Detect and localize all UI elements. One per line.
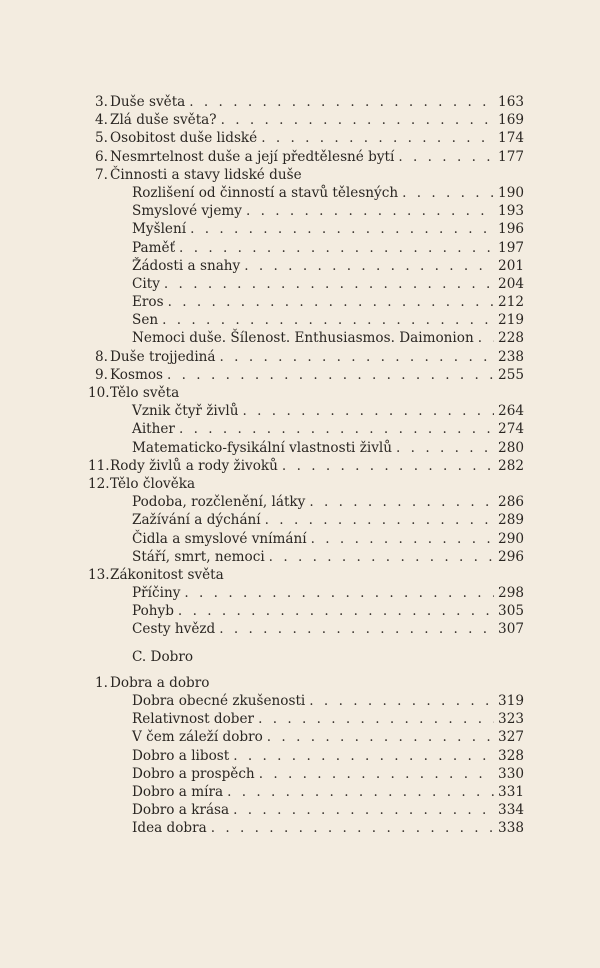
page-number: 201	[498, 257, 524, 274]
entry-title: Podoba, rozčlenění, látky	[132, 494, 306, 511]
entry-title: Myšlení	[132, 221, 187, 238]
page-number: 296	[498, 548, 524, 565]
toc-entry	[88, 620, 524, 638]
page-number: 280	[498, 439, 524, 456]
entry-title: Dobro a krása	[132, 802, 230, 819]
toc-entry	[88, 511, 524, 529]
dot-leader	[184, 584, 494, 602]
page-number: 255	[498, 366, 524, 383]
entry-title: Matematicko-fysikální vlastnosti živlů	[132, 439, 393, 456]
section-heading-text: C. Dobro	[132, 648, 194, 665]
entry-title: Čidla a smyslové vnímání	[132, 530, 307, 547]
dot-leader	[396, 439, 494, 457]
toc-entry	[88, 111, 524, 129]
entry-title: Paměť	[132, 239, 176, 256]
entry-number: 4.	[95, 112, 108, 129]
page-number: 334	[498, 802, 524, 819]
toc-entry	[88, 801, 524, 819]
page-number: 289	[498, 512, 524, 529]
entry-title: Nesmrtelnost duše a její předtělesné bytí	[110, 148, 395, 165]
dot-leader	[164, 275, 494, 293]
entry-title: Zlá duše světa?	[110, 112, 217, 129]
entry-number: 1.	[95, 674, 108, 691]
entry-title: Kosmos	[110, 366, 164, 383]
toc-entry	[88, 710, 524, 728]
toc-entry	[88, 220, 524, 238]
entry-title: Rozlišení od činností a stavů tělesných	[132, 184, 399, 201]
dot-leader	[311, 530, 494, 548]
entry-number: 9.	[95, 366, 108, 383]
entry-number: 12.	[88, 475, 110, 492]
dot-leader	[233, 801, 494, 819]
entry-title: Sen	[132, 312, 159, 329]
page-number: 204	[498, 275, 524, 292]
dot-leader	[211, 819, 494, 837]
entry-number: 7.	[95, 166, 108, 183]
page-number: 319	[498, 693, 524, 709]
entry-title: Dobro a libost	[132, 747, 230, 764]
page-number: 177	[498, 148, 524, 165]
entry-title: Dobro a míra	[132, 783, 224, 800]
toc-entry	[88, 602, 524, 620]
page-number: 197	[498, 239, 524, 256]
entry-number: 5.	[95, 130, 108, 147]
dot-leader	[243, 402, 495, 420]
toc-entry	[88, 530, 524, 548]
entry-title: Rody živlů a rody živoků	[110, 457, 278, 474]
entry-title: Vznik čtyř živlů	[132, 403, 239, 420]
dot-leader	[478, 329, 494, 347]
entry-title: Tělo člověka	[110, 475, 196, 492]
entry-title: Relativnost dober	[132, 711, 255, 728]
dot-leader	[265, 511, 494, 529]
dot-leader	[309, 692, 494, 710]
entry-title: City	[132, 275, 160, 292]
entry-number: 3.	[95, 94, 108, 110]
toc-entry	[88, 166, 524, 184]
page-number: 228	[498, 330, 524, 347]
page-number: 327	[498, 729, 524, 746]
toc-entry	[88, 293, 524, 311]
entry-title: V čem záleží dobro	[132, 729, 263, 746]
dot-leader	[162, 311, 494, 329]
page-number: 238	[498, 348, 524, 365]
toc-entry	[88, 783, 524, 801]
dot-leader	[168, 293, 494, 311]
toc-entry	[88, 311, 524, 329]
dot-leader	[220, 348, 495, 366]
page-number: 169	[498, 112, 524, 129]
dot-leader	[167, 366, 494, 384]
page-number: 298	[498, 585, 524, 602]
toc-entry	[88, 493, 524, 511]
toc-entry	[88, 329, 524, 347]
toc-entry	[88, 548, 524, 566]
page-number: 305	[498, 603, 524, 620]
page-number: 264	[498, 403, 524, 420]
entry-title: Příčiny	[132, 585, 181, 602]
dot-leader	[258, 710, 494, 728]
toc-entry	[88, 202, 524, 220]
toc-entry	[88, 257, 524, 275]
page-number: 219	[498, 312, 524, 329]
page-number: 328	[498, 747, 524, 764]
dot-leader	[259, 765, 494, 783]
dot-leader	[402, 184, 494, 202]
dot-leader	[233, 747, 494, 765]
entry-title: Aither	[132, 421, 175, 438]
entry-title: Idea dobra	[132, 820, 207, 837]
toc-entry	[88, 93, 524, 111]
page-number: 307	[498, 621, 524, 638]
entry-title: Tělo světa	[110, 385, 180, 401]
page-number: 274	[498, 421, 524, 438]
page-number: 174	[498, 130, 524, 147]
page-number: 286	[498, 494, 524, 511]
dot-leader	[398, 148, 494, 166]
entry-number: 6.	[95, 148, 108, 165]
entry-title: Stáří, smrt, nemoci	[132, 548, 265, 565]
page-number: 196	[498, 221, 524, 238]
dot-leader	[189, 93, 494, 111]
toc-entry	[88, 457, 524, 475]
page-number: 330	[498, 765, 524, 782]
toc-entry	[88, 402, 524, 420]
entry-title: Eros	[132, 294, 164, 311]
dot-leader	[309, 493, 494, 511]
toc-entry	[88, 439, 524, 457]
toc-entry	[88, 384, 524, 402]
page-number: 290	[498, 530, 524, 547]
dot-leader	[221, 111, 494, 129]
toc-entry	[88, 674, 524, 692]
toc-entry	[88, 765, 524, 783]
toc-entry	[88, 184, 524, 202]
entry-title: Duše trojjediná	[110, 348, 216, 365]
entry-title: Činnosti a stavy lidské duše	[110, 166, 302, 183]
entry-title: Dobra a dobro	[110, 674, 210, 691]
page-number: 331	[498, 783, 524, 800]
dot-leader	[179, 420, 494, 438]
toc-entry	[88, 584, 524, 602]
entry-title: Osobitost duše lidské	[110, 130, 258, 147]
entry-title: Žádosti a snahy	[132, 257, 241, 274]
dot-leader	[179, 239, 494, 257]
toc-entry	[88, 420, 524, 438]
toc-entry	[88, 275, 524, 293]
entry-number: 8.	[95, 348, 108, 365]
dot-leader	[282, 457, 494, 475]
table-of-contents	[88, 93, 524, 838]
entry-title: Dobra obecné zkušenosti	[132, 693, 306, 709]
section-heading	[88, 648, 524, 666]
entry-title: Smyslové vjemy	[132, 203, 242, 220]
entry-title: Cesty hvězd	[132, 621, 216, 638]
dot-leader	[178, 602, 494, 620]
entry-number: 13.	[88, 566, 110, 583]
dot-leader	[227, 783, 494, 801]
dot-leader	[269, 548, 494, 566]
dot-leader	[246, 202, 494, 220]
dot-leader	[244, 257, 494, 275]
toc-entry	[88, 747, 524, 765]
toc-entry	[88, 819, 524, 837]
page-number: 323	[498, 711, 524, 728]
entry-number: 10.	[88, 385, 110, 401]
toc-entry	[88, 129, 524, 147]
toc-entry	[88, 475, 524, 493]
page-number: 193	[498, 203, 524, 220]
entry-number: 11.	[88, 457, 110, 474]
entry-title: Dobro a prospěch	[132, 765, 255, 782]
toc-entry	[88, 348, 524, 366]
toc-entry	[88, 566, 524, 584]
page-number: 212	[498, 294, 524, 311]
page-number: 338	[498, 820, 524, 837]
toc-entry	[88, 239, 524, 257]
page-number: 190	[498, 184, 524, 201]
entry-title: Zákonitost světa	[110, 566, 224, 583]
dot-leader	[261, 129, 494, 147]
toc-entry	[88, 148, 524, 166]
entry-title: Zažívání a dýchání	[132, 512, 261, 529]
entry-title: Nemoci duše. Šílenost. Enthusiasmos. Daimonion	[132, 330, 474, 347]
page-number: 282	[498, 457, 524, 474]
dot-leader	[190, 220, 494, 238]
toc-entry	[88, 728, 524, 746]
page-number: 163	[498, 94, 524, 110]
entry-title: Pohyb	[132, 603, 174, 620]
dot-leader	[267, 728, 494, 746]
entry-title: Duše světa	[110, 94, 186, 110]
toc-entry	[88, 366, 524, 384]
dot-leader	[219, 620, 494, 638]
toc-entry	[88, 692, 524, 710]
